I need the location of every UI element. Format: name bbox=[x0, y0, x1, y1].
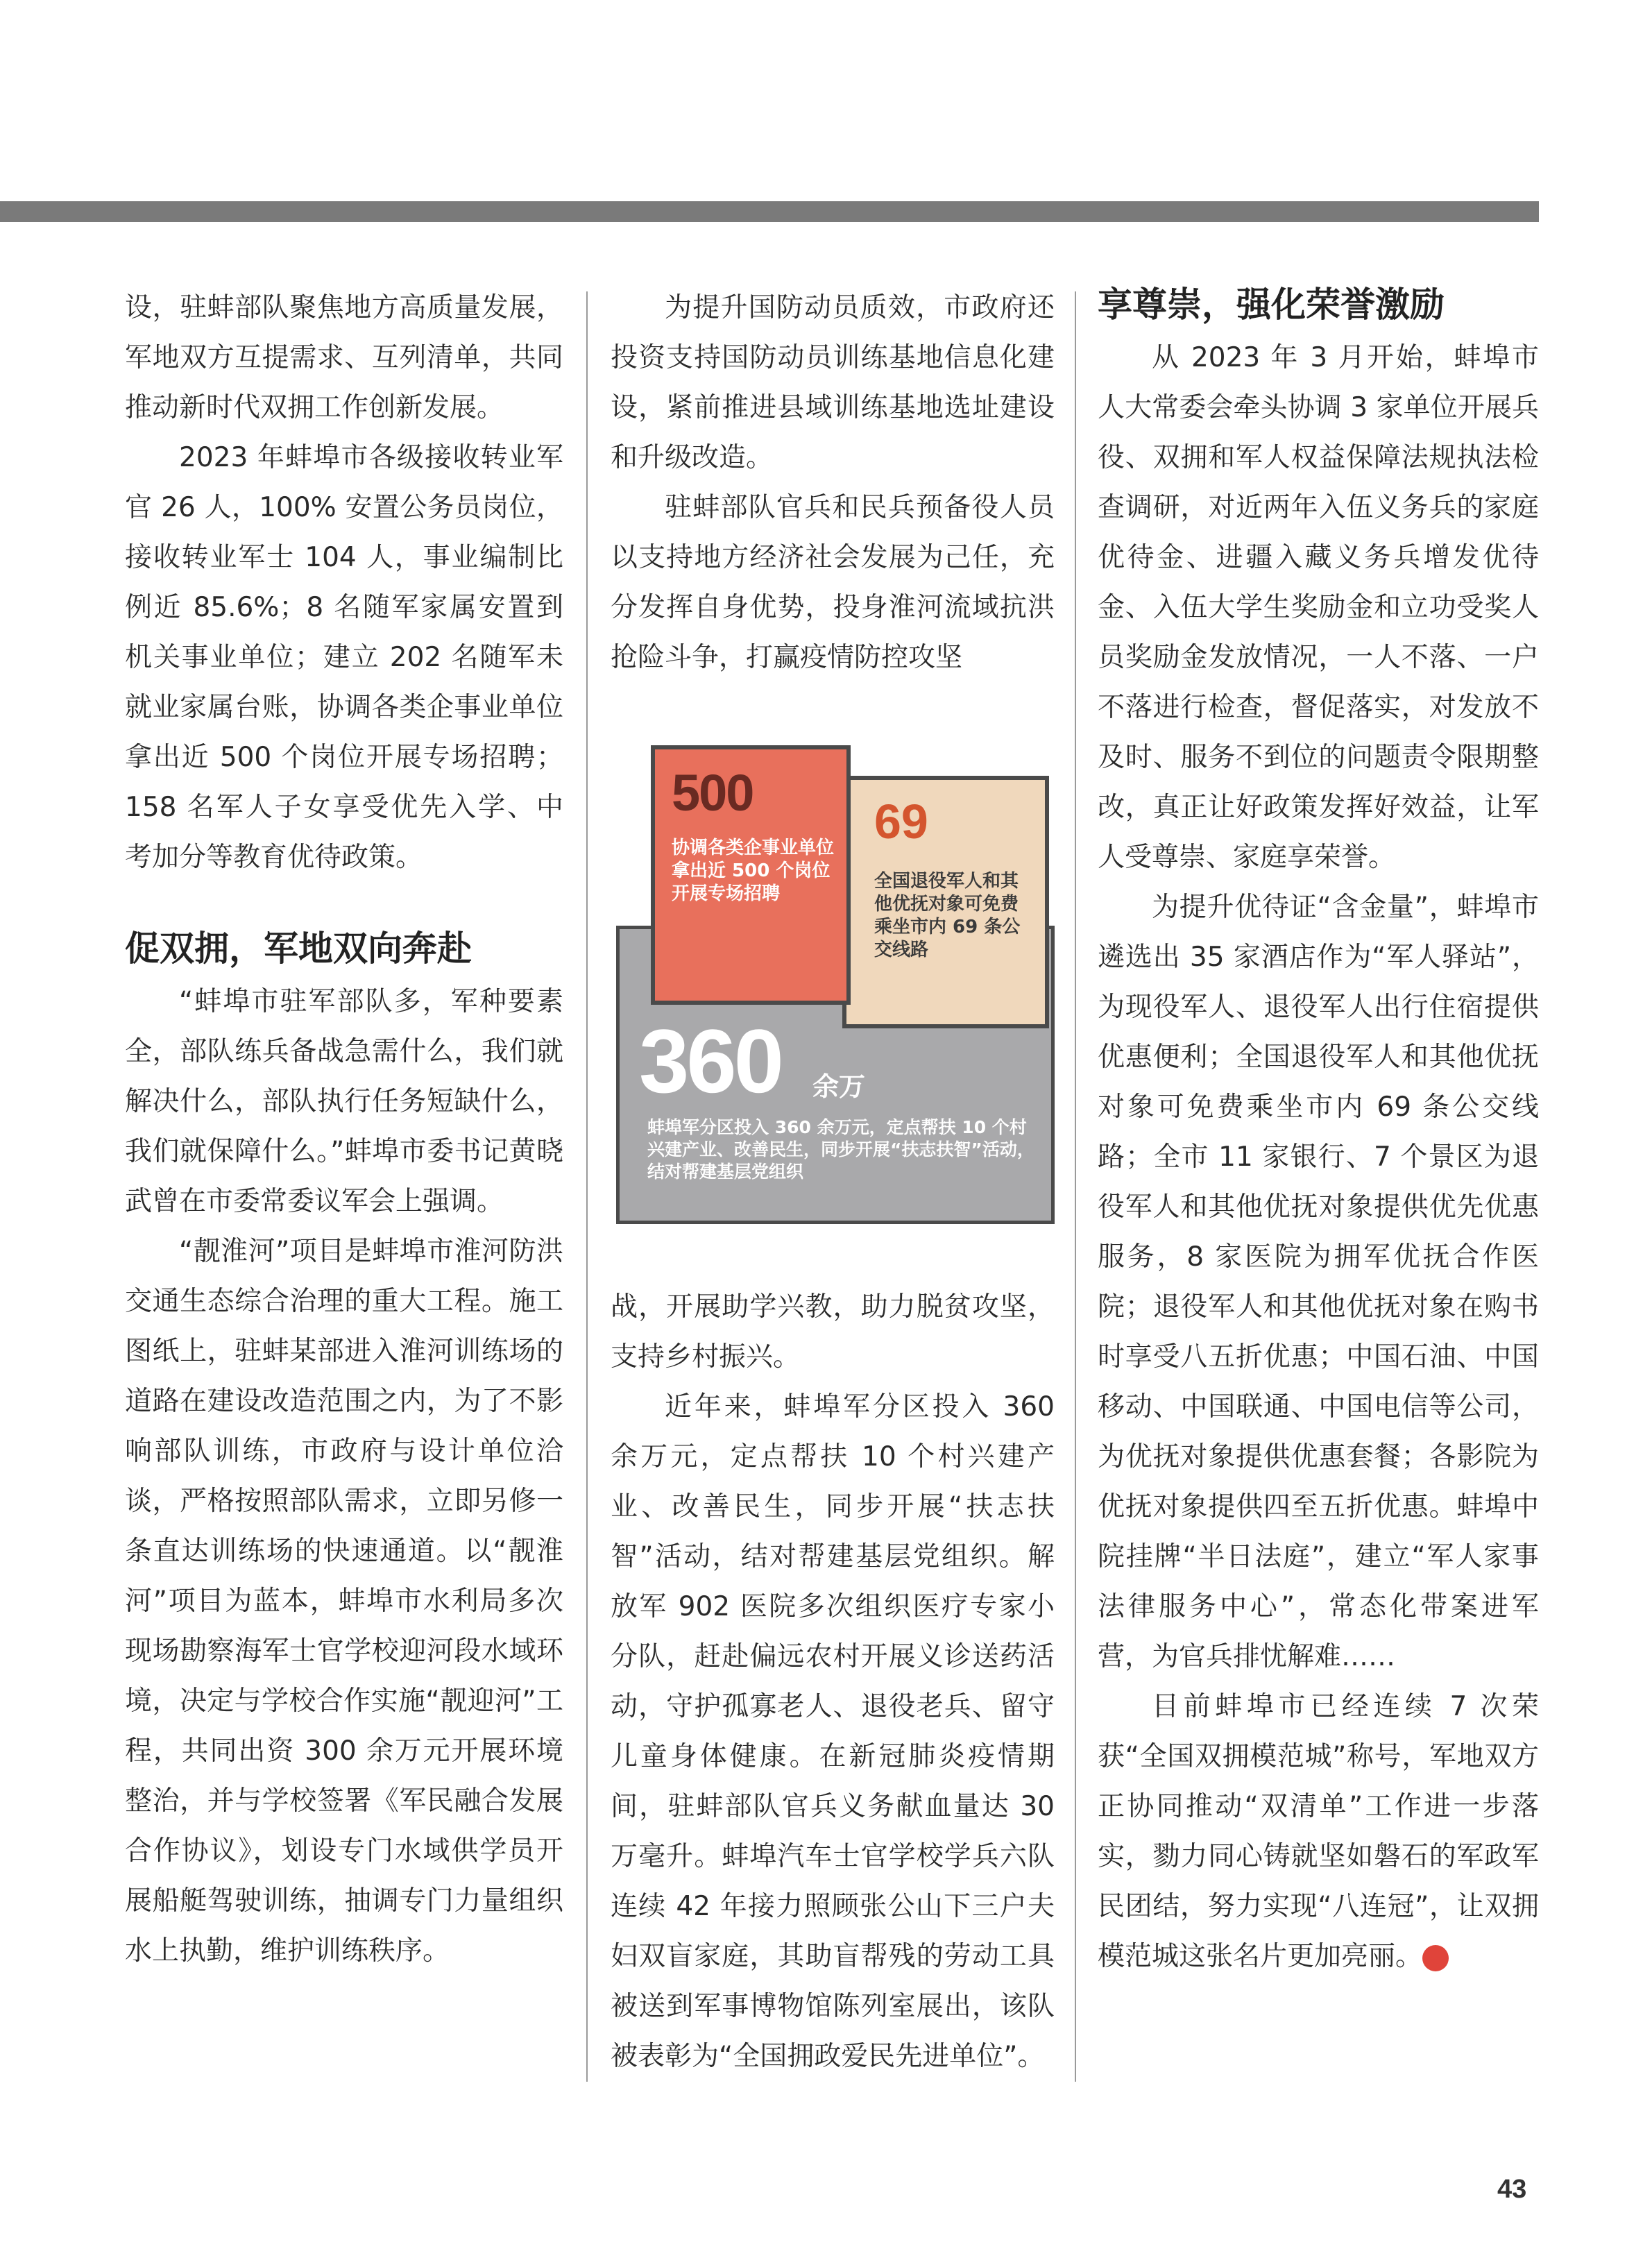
page-number: 43 bbox=[1497, 2175, 1527, 2204]
paragraph bbox=[1098, 1682, 1539, 1982]
stat-number: 69 bbox=[874, 795, 928, 849]
column-1 bbox=[125, 283, 563, 1976]
paragraph: 为提升国防动员质效，市政府还投资支持国防动员训练基地信息化建设，紧前推进县域训练基地选址建设和升级改造。 bbox=[611, 292, 1055, 473]
paragraph: 驻蚌部队官兵和民兵预备役人员以支持地方经济社会发展为己任，充分发挥自身优势，投身淮河流域抗洪抢险斗争，打赢疫情防控攻坚 bbox=[611, 492, 1055, 673]
paragraph: “蚌埠市驻军部队多，军种要素全，部队练兵备战急需什么，我们就解决什么，部队执行任务短缺什么，我们就保障什么。”蚌埠市委书记黄晓武曾在市委常委议军会上强调。 bbox=[125, 986, 563, 1217]
stat-unit: 余万 bbox=[812, 1071, 866, 1102]
stat-caption: 全国退役军人和其他优抚对象可免费乘坐市内 69 条公交线路 bbox=[874, 871, 1021, 960]
paragraph: 近年来，蚌埠军分区投入 360 余万元，定点帮扶 10 个村兴建产业、改善民生，同步开展“扶志扶智”活动，结对帮建基层党组织。解放军 902 医院多次组织医疗专家小分队，赶赴偏远农村开展义诊送药活动，守护孤寡老人、退役老兵、留守儿童身体健康。在新冠肺炎疫情期间，驻蚌部队官兵义务献血量达 30 万毫升。蚌埠汽车士官学校学兵六队连续 42 年接力照顾张公山下三户夫妇双盲家庭，其助盲帮残的劳动工具被送到军事博物馆陈列室展出，该队被表彰为“全国拥政爱民先进单位”。 bbox=[611, 1391, 1055, 2072]
paragraph: 战，开展助学兴教，助力脱贫攻坚，支持乡村振兴。 bbox=[611, 1291, 1055, 1373]
column-divider bbox=[586, 291, 588, 2082]
section-heading: 促双拥，军地双向奔赴 bbox=[125, 928, 472, 969]
stat-number: 500 bbox=[672, 764, 753, 822]
stat-number: 360 bbox=[639, 1010, 781, 1112]
paragraph-text: 目前蚌埠市已经连续 7 次荣获“全国双拥模范城”称号，军地双方正协同推动“双清单”工作进一步落实，勠力同心铸就坚如磐石的军政军民团结，努力实现“八连冠”，让双拥模范城这张名片更加亮丽。 bbox=[1098, 1691, 1539, 1972]
paragraph: 从 2023 年 3 月开始，蚌埠市人大常委会牵头协调 3 家单位开展兵役、双拥和军人权益保障法规执法检查调研，对近两年入伍义务兵的家庭优待金、进疆入藏义务兵增发优待金、入伍大学生奖励金和立功受奖人员奖励金发放情况，一人不落、一户不落进行检查，督促落实，对发放不及时、服务不到位的问题责令限期整改，真正让好政策发挥好效益，让军人受尊崇、家庭享荣誉。 bbox=[1098, 342, 1539, 873]
top-decorative-bar bbox=[0, 201, 1539, 222]
column-2-top bbox=[611, 283, 1055, 683]
column-2-bottom bbox=[611, 1282, 1055, 2082]
end-mark-icon: N bbox=[1422, 1945, 1449, 1971]
paragraph: “靓淮河”项目是蚌埠市淮河防洪交通生态综合治理的重大工程。施工图纸上，驻蚌某部进入淮河训练场的道路在建设改造范围之内，为了不影响部队训练，市政府与设计单位洽谈，严格按照部队需求，立即另修一条直达训练场的快速通道。以“靓淮河”项目为蓝本，蚌埠市水利局多次现场勘察海军士官学校迎河段水域环境，决定与学校合作实施“靓迎河”工程，共同出资 300 余万元开展环境整治，并与学校签署《军民融合发展合作协议》，划设专门水域供学员开展船艇驾驶训练，抽调专门力量组织水上执勤，维护训练秩序。 bbox=[125, 1236, 563, 1967]
section-heading: 享尊崇，强化荣誉激励 bbox=[1098, 285, 1445, 325]
stat-caption: 蚌埠军分区投入 360 余万元，定点帮扶 10 个村兴建产业、改善民生，同步开展“扶志扶智”活动，结对帮建基层党组织 bbox=[647, 1117, 1034, 1182]
paragraph: 为提升优待证“含金量”，蚌埠市遴选出 35 家酒店作为“军人驿站”，为现役军人、退役军人出行住宿提供优惠便利；全国退役军人和其他优抚对象可免费乘坐市内 69 条公交线路；全市 11 家银行、7 个景区为退役军人和其他优抚对象提供优先优惠服务，8 家医院为拥军优抚合作医院；退役军人和其他优抚对象在购书时享受八五折优惠；中国石油、中国移动、中国联通、中国电信等公司，为优抚对象提供优惠套餐；各影院为优抚对象提供四至五折优惠。蚌埠中院挂牌“半日法庭”，建立“军人家事法律服务中心”，常态化带案进军营，为官兵排忧解难…… bbox=[1098, 892, 1539, 1672]
stat-box-69 bbox=[842, 776, 1049, 1028]
paragraph: 设，驻蚌部队聚焦地方高质量发展，军地双方互提需求、互列清单，共同推动新时代双拥工作创新发展。 bbox=[125, 292, 563, 423]
paragraph: 2023 年蚌埠市各级接收转业军官 26 人，100% 安置公务员岗位，接收转业军士 104 人，事业编制比例近 85.6%；8 名随军家属安置到机关事业单位；建立 202 名随军未就业家属台账，协调各类企事业单位拿出近 500 个岗位开展专场招聘；158 名军人子女享受优先入学、中考加分等教育优待政策。 bbox=[125, 442, 563, 873]
column-3 bbox=[1098, 279, 1539, 1982]
column-divider bbox=[1075, 291, 1076, 2082]
infographic bbox=[611, 737, 1055, 1237]
stat-box-500 bbox=[651, 745, 851, 1005]
stat-caption: 协调各类企事业单位拿出近 500 个岗位开展专场招聘 bbox=[672, 838, 835, 904]
